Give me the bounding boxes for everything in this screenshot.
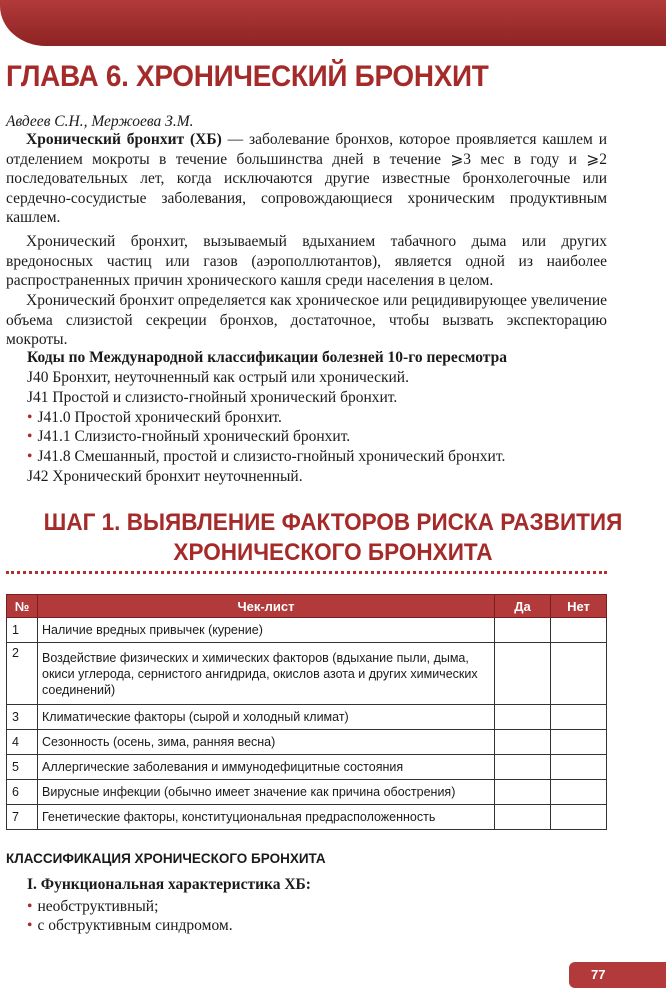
icd-code-item bbox=[27, 409, 282, 427]
header-checklist: Чек-лист bbox=[38, 595, 495, 618]
paragraph: Хронический бронхит определяется как хроническое или рецидивирующее увеличение объема слизистой секреции бронхов, достаточное, чтобы вызвать экспекторацию мокроты. bbox=[6, 292, 607, 348]
no-cell[interactable] bbox=[551, 805, 607, 830]
row-text: Аллергические заболевания и иммунодефицитные состояния bbox=[38, 755, 495, 780]
icd-code-text: J42 Хронический бронхит неуточненный. bbox=[27, 468, 303, 485]
row-text: Климатические факторы (сырой и холодный климат) bbox=[38, 705, 495, 730]
header-number: № bbox=[7, 595, 38, 618]
row-text: Генетические факторы, конституциональная предрасположенность bbox=[38, 805, 495, 830]
step1-title-line2: ХРОНИЧЕСКОГО БРОНХИТА bbox=[173, 539, 493, 566]
classification-item bbox=[27, 917, 233, 935]
row-text: Вирусные инфекции (обычно имеет значение как причина обострения) bbox=[38, 780, 495, 805]
row-number: 4 bbox=[7, 730, 38, 755]
definition-paragraph bbox=[6, 130, 607, 228]
authors: Авдеев С.Н., Мержоева З.М. bbox=[6, 113, 194, 130]
table-row bbox=[7, 805, 607, 830]
header-no: Нет bbox=[551, 595, 607, 618]
header-yes: Да bbox=[495, 595, 551, 618]
icd-code-text: J41.1 Слизисто-гнойный хронический бронхит. bbox=[37, 428, 351, 445]
row-number: 6 bbox=[7, 780, 38, 805]
row-number: 1 bbox=[7, 618, 38, 643]
no-cell[interactable] bbox=[551, 618, 607, 643]
row-number: 2 bbox=[7, 643, 38, 705]
classification-item-text: с обструктивным синдромом. bbox=[37, 917, 233, 934]
row-text: Сезонность (осень, зима, ранняя весна) bbox=[38, 730, 495, 755]
table-row bbox=[7, 780, 607, 805]
definition-text: — заболевание бронхов, которое проявляется кашлем и отделением мокроты в течение большинства дней в течение ⩾3 мес в году и ⩾2 последовательных лет, когда исключаются другие известные бронхолегочные или сердечно-сосудистые заболевания, сопровождающиеся хроническим продуктивным кашлем. bbox=[6, 131, 607, 226]
top-decorative-band bbox=[0, 0, 666, 46]
yes-cell[interactable] bbox=[495, 805, 551, 830]
bullet-icon: • bbox=[27, 409, 33, 426]
table-row bbox=[7, 643, 607, 705]
icd-code-text: J41 Простой и слизисто-гнойный хронический бронхит. bbox=[27, 389, 398, 406]
icd-code-text: J41.0 Простой хронический бронхит. bbox=[37, 409, 282, 426]
row-number: 7 bbox=[7, 805, 38, 830]
yes-cell[interactable] bbox=[495, 780, 551, 805]
icd-code-item bbox=[27, 468, 303, 486]
table-row bbox=[7, 618, 607, 643]
classification-heading: КЛАССИФИКАЦИЯ ХРОНИЧЕСКОГО БРОНХИТА bbox=[6, 851, 326, 866]
checklist-header-row bbox=[7, 595, 607, 618]
step1-title-line1: ШАГ 1. ВЫЯВЛЕНИЕ ФАКТОРОВ РИСКА РАЗВИТИЯ bbox=[43, 509, 623, 536]
chapter-title: ГЛАВА 6. ХРОНИЧЕСКИЙ БРОНХИТ bbox=[6, 60, 489, 93]
dotted-divider bbox=[6, 571, 607, 574]
bullet-icon: • bbox=[27, 428, 33, 445]
bullet-icon: • bbox=[27, 448, 33, 465]
classification-subheading: I. Функциональная характеристика ХБ: bbox=[27, 876, 311, 893]
icd-code-text: J41.8 Смешанный, простой и слизисто-гнойный хронический бронхит. bbox=[37, 448, 506, 465]
icd-code-text: J40 Бронхит, неуточненный как острый или хронический. bbox=[27, 369, 409, 386]
no-cell[interactable] bbox=[551, 643, 607, 705]
table-row bbox=[7, 705, 607, 730]
table-row bbox=[7, 730, 607, 755]
yes-cell[interactable] bbox=[495, 643, 551, 705]
icd-codes-heading: Коды по Международной классификации болезней 10-го пересмотра bbox=[27, 349, 507, 366]
classification-item-text: необструктивный; bbox=[37, 898, 159, 915]
row-text: Наличие вредных привычек (курение) bbox=[38, 618, 495, 643]
step1-title bbox=[27, 508, 640, 568]
yes-cell[interactable] bbox=[495, 705, 551, 730]
checklist-table bbox=[6, 594, 607, 830]
yes-cell[interactable] bbox=[495, 730, 551, 755]
row-text: Воздействие физических и химических факторов (вдыхание пыли, дыма, окиси углерода, сернистого ангидрида, окислов азота и других химических соединений) bbox=[38, 643, 495, 705]
no-cell[interactable] bbox=[551, 730, 607, 755]
yes-cell[interactable] bbox=[495, 755, 551, 780]
row-number: 3 bbox=[7, 705, 38, 730]
paragraph: Хронический бронхит, вызываемый вдыханием табачного дыма или других вредоносных частиц или газов (аэрополлютантов), является одной из наиболее распространенных причин хронического кашля среди населения в целом. bbox=[6, 233, 607, 289]
definition-term: Хронический бронхит (ХБ) bbox=[26, 131, 222, 148]
icd-code-item bbox=[27, 428, 350, 446]
row-number: 5 bbox=[7, 755, 38, 780]
no-cell[interactable] bbox=[551, 755, 607, 780]
icd-code-item bbox=[27, 369, 409, 387]
no-cell[interactable] bbox=[551, 780, 607, 805]
yes-cell[interactable] bbox=[495, 618, 551, 643]
classification-item bbox=[27, 898, 158, 916]
page-number: 77 bbox=[569, 962, 666, 988]
no-cell[interactable] bbox=[551, 705, 607, 730]
table-row bbox=[7, 755, 607, 780]
icd-code-item bbox=[27, 448, 505, 466]
icd-code-item bbox=[27, 389, 397, 407]
bullet-icon: • bbox=[27, 898, 33, 915]
bullet-icon: • bbox=[27, 917, 33, 934]
